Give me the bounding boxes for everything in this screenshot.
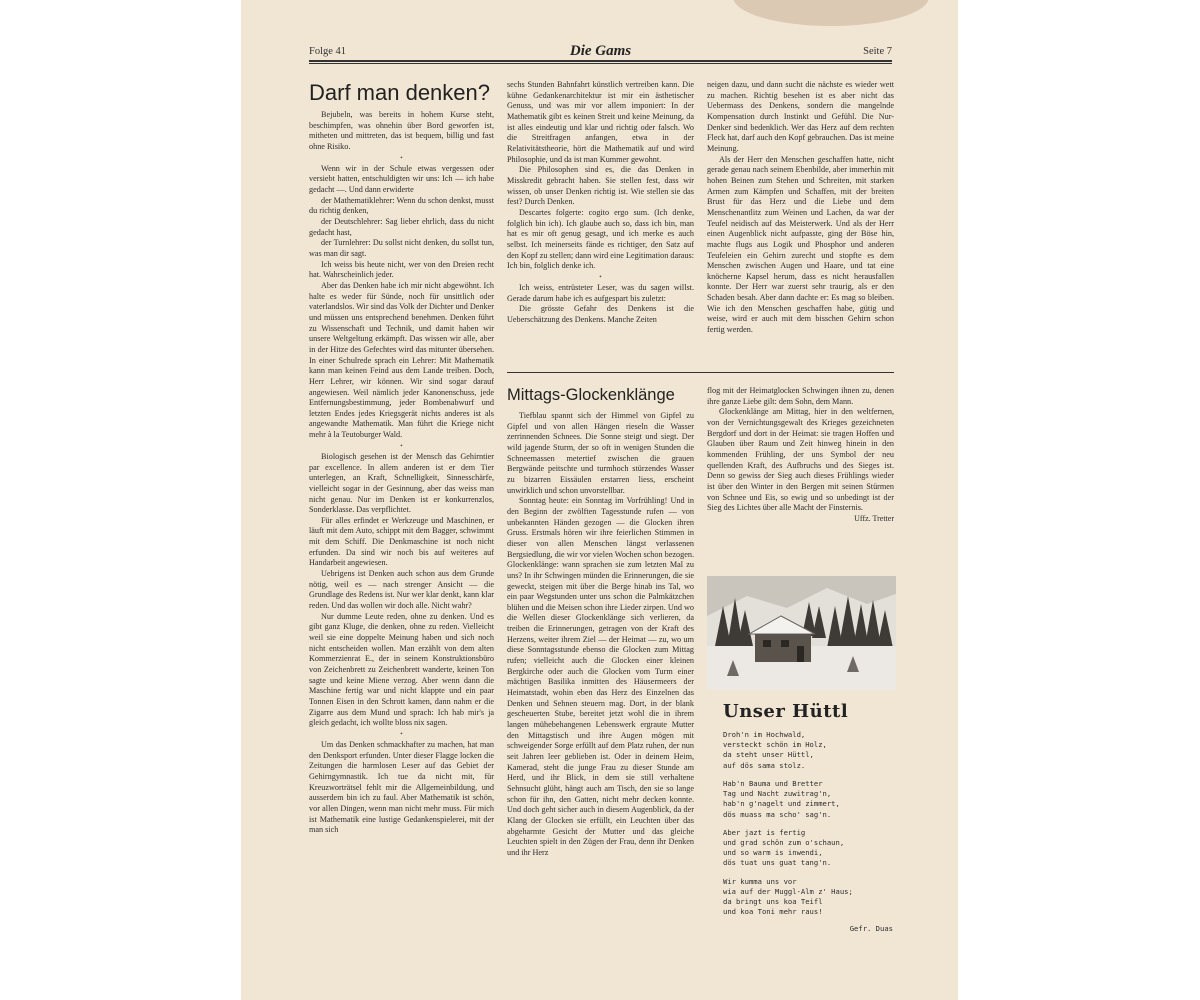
poem-line: Tag und Nacht zuwitrag'n, bbox=[723, 789, 832, 799]
paragraph: der Turnlehrer: Du sollst nicht denken, du sollst tun, was man dir sagt. bbox=[309, 238, 494, 258]
page-header bbox=[309, 43, 892, 60]
poem-line: hab'n g'nagelt und zimmert, bbox=[723, 799, 840, 809]
poem-line: und grad schön zum o'schaun, bbox=[723, 837, 845, 847]
paragraph: Sonntag heute: ein Sonntag im Vorfrühling! Und in den Beginn der zwölften Tagesstunde rufen — von unbekannten Händen gezogen — die Glocken ihren Gruss. Erstmals hören wir ihre feierlichen Stimmen in dieser von allen Menschen längst verlassenen Bergsiedlung, die wir vor vielen Wochen schon bezogen. Glockenklänge: wann sprachen sie zum letzten Mal zu uns? In ihr Schwingen münden die Erinnerungen, die sie geweckt, steigen mit über die Berge hinab ins Tal, wo ein paar Wegstunden unter uns schon die Palmkätzchen blühen und die Meisen schon ihre Lieder zirpen. Und wo die Wellen dieser Glockenklänge sich verlieren, da treiben die Erinnerungen, getragen von der Kraft des Herzens, weiter ihrem Ziel — der Heimat — zu, wo um diese Sonntagsstunde ebenso die Glocken zum Mittag rufen; vielleicht auch die Glocken einer kleinen Bergkirche oder auch die Glocken vom Turm einer mächtigen Basilika inmitten des Häusermeers der Heimatstadt, wohin eben das Herz des Einzelnen das Denken und Sehnen steuern mag. Dort, in der blank gescheuerten Stube, bereitet jetzt wohl die in ihrem langen mühebehangenen Lebenswerk ergraute Mutter den Mittagstisch und ihre Augen mögen mit schweigender Sorge erfüllt auf dem Platz ruhen, der nun seit Jahren leer geblieben ist. Oder in deinem Heim, Kamerad, steht die junge Frau zu dieser Stunde am Herd, und ihr Blick, in dem sie still verhaltene Sehnsucht glüht, hängt auch am Tisch, den sie so lange schon für ihn, den Gatten, nicht mehr decken konnte. Und doch geht sicher auch in diesem Augenblick, da der Klang der Glocken sie erfüllt, ein Leuchten über das abgeharmte Gesicht der Mutter und das gleiche Leuchten spielt in den Zügen der Frau, denn ihr Denken und ihr Herz bbox=[507, 496, 694, 857]
poem-stanza bbox=[723, 730, 893, 771]
page-number: Seite 7 bbox=[863, 46, 892, 57]
poem-body bbox=[723, 730, 893, 934]
paragraph: Als der Herr den Menschen geschaffen hatte, nicht gerade genau nach seinem Ebenbilde, aber immerhin mit hohen Beinen zum Stehen und Schreiten, mit starken Armen zum Kämpfen und Schaffen, mit der breiten Brust für das Herz und die Liebe und dem Menschenantlitz zum Weinen und Lachen, da war der Teufel neidisch auf das Meisterwerk. Und als der Herr einen Augenblick nicht aufpasste, ging der Böse hin, machte flugs aus Logik und Phosphor und anderen Teufeleien ein Gehirn zurecht und stopfte es dem Menschen zwischen Augen und Haare, und tat eine knöcherne Kapsel herum, dass es nicht herausfallen konnte. Der Herr war zuerst sehr traurig, als er den Schaden besah. Aber dann dachte er: Es mag so bleiben. Wie ich den Menschen geschaffen habe, gütig und weise, wird er auch mit dem bisschen Gehirn schon fertig werden. bbox=[707, 154, 894, 335]
poem-line: Droh'n im Hochwald, bbox=[723, 730, 806, 739]
article2-column-3 bbox=[707, 386, 894, 552]
paragraph: Die grösste Gefahr des Denkens ist die Ueberschätzung des Denkens. Manche Zeiten bbox=[507, 304, 694, 324]
poem-line: Wir kumma uns vor bbox=[723, 876, 797, 886]
poem-stanza bbox=[723, 779, 893, 820]
paragraph: der Mathematiklehrer: Wenn du schon denkst, musst du richtig denken, bbox=[309, 195, 494, 216]
paragraph: flog mit der Heimatglocken Schwingen ihnen zu, denen ihre ganze Liebe gilt: dem Sohn, dem Mann. bbox=[707, 386, 894, 406]
paragraph: Ich weiss bis heute nicht, wer von den Dreien recht hat. Wahrscheinlich jeder. bbox=[309, 259, 494, 280]
poem-line: wia auf der Muggl-Alm z' Haus; bbox=[723, 886, 853, 896]
paragraph: Um das Denken schmackhafter zu machen, hat man den Denksport erfunden. Unter dieser Flagge locken die Zeitungen die harmlosen Leser auf das Gebiet der Gehirngymnastik. Ich tue da nicht mit, für Kreuzworträtsel fehlt mir die Allgemeinbildung, und ausserdem bin ich zu faul. Aber Mathematik ist schön, vor allen Dingen, wenn man nicht mehr muss. Für mich ist Mathematik eine lustige Gedankenspielerei, mit der man sich bbox=[309, 740, 494, 835]
poem-line: dös muass ma scho' sag'n. bbox=[723, 809, 832, 819]
paragraph: der Deutschlehrer: Sag lieber ehrlich, dass du nicht gedacht hast, bbox=[309, 217, 494, 237]
newspaper-page bbox=[241, 0, 958, 1000]
paragraph: Bejubeln, was bereits in hohem Kurse steht, beschimpfen, was ohnehin über Bord geworfen ist, mitheten und mittreten, das ist bequem, billig und fast ohne Risiko. bbox=[309, 110, 494, 151]
header-rule bbox=[309, 60, 892, 62]
masthead-title: Die Gams bbox=[569, 43, 632, 59]
poem-author: Gefr. Duas bbox=[849, 923, 893, 933]
poem-line: dös tuat uns guat tang'n. bbox=[723, 858, 832, 868]
poem-line: Aber jazt is fertig bbox=[723, 827, 806, 837]
article-title-darf-man-denken: Darf man denken? bbox=[309, 80, 490, 105]
poem-line: versteckt schön im Holz, bbox=[723, 740, 827, 750]
article1-column-1 bbox=[309, 110, 494, 952]
poem-line: und so warm is inwendi, bbox=[723, 848, 823, 858]
article1-column-2 bbox=[507, 80, 694, 366]
poem-line: auf dös sama stolz. bbox=[723, 760, 806, 770]
section-divider bbox=[507, 372, 894, 373]
poem-line: da bringt uns koa Teifl bbox=[723, 897, 823, 907]
paper-stain bbox=[733, 0, 929, 26]
snowy-hut-illustration bbox=[707, 576, 896, 690]
poem-title: Unser Hüttl bbox=[723, 701, 849, 722]
paragraph: Nur dumme Leute reden, ohne zu denken. Und es gibt ganz Kluge, die denken, ohne zu reden. Vielleicht weil sie eine doppelte Meinung haben und sich noch nicht entscheiden wollen. Man erzählt von dem alten Kommerzienrat E., der in seinem Konstruktionsbüro von Zeichenbrett zu Zeichenbrett wanderte, keinen Ton sagte und keine Miene verzog. Aber wenn dann die Maschine fertig war und nicht klappte und ein paar Tonnen Eisen in den Schrott kamen, dann nahm er die Zigarre aus dem Mund und sprach: Ich hab mir's ja gleich gedacht, ich wollte bloss nix sagen. bbox=[309, 611, 494, 728]
paragraph: Biologisch gesehen ist der Mensch das Gehirntier par excellence. In allem anderen ist er dem Tier unterlegen, an Kraft, Schnelligkeit, Sinnesschärfe, vielleicht sogar in der Gesinnung, aber das weiss man nicht genau. Nur im Denken ist er konkurrenzlos, Sonderklasse. Das verpflichtet. bbox=[309, 451, 494, 515]
article-title-mittags-glockenklaenge: Mittags-Glockenklänge bbox=[507, 386, 675, 404]
poem-line: Hab'n Bauma und Bretter bbox=[723, 778, 823, 788]
paragraph: Glockenklänge am Mittag, hier in den weltfernen, von der Vernichtungsgewalt des Krieges gezeichneten Bergdorf und dort in der Heimat: sie tragen Hoffen und Glauben über Raum und Zeit hinweg hinein in den kommenden Frühling, der uns Symbol der neu quellenden Kraft, des Aufbruchs und des Sieges ist. Denn so gewiss der Sieg auch dieses Frühlings wieder ist über den Winter in den Bergen mit seinen Stürmen von Schnee und Eis, so ewig und so unbedingt ist der Sieg des Lichtes über alle Macht der Finsternis. bbox=[707, 407, 894, 513]
paragraph: Die Philosophen sind es, die das Denken in Misskredit gebracht haben. Sie stellen fest, dass wir wissen, ob unser Denken richtig ist. Wie stellen sie das fest? Durch Denken. bbox=[507, 165, 694, 207]
poem-line: da steht unser Hüttl, bbox=[723, 750, 814, 760]
article1-column-3 bbox=[707, 80, 894, 366]
separator-star: • bbox=[400, 153, 403, 162]
poem-stanza bbox=[723, 877, 893, 918]
separator-star: • bbox=[400, 729, 403, 738]
poem-line: und koa Toni mehr raus! bbox=[723, 907, 823, 917]
paragraph: sechs Stunden Bahnfahrt künstlich vertreiben kann. Die kühne Gedankenarchitektur ist mir ein ästhetischer Genuss, und was mir vor allem imponiert: In der Mathematik gibt es keinen Streit und keine Meinung, da ist alles eindeutig und klar und richtig oder falsch. Wo die Streitfragen anfangen, etwa in der Relativitätstheorie, hört die Mathematik auf und wird Philosophie, und da ist man Kummer gewohnt. bbox=[507, 80, 694, 164]
poem-stanza bbox=[723, 828, 893, 869]
header-rule-thin bbox=[309, 63, 892, 64]
issue-number: Folge 41 bbox=[309, 46, 347, 57]
article-signature: Uffz. Tretter bbox=[854, 513, 894, 523]
paragraph: Für alles erfindet er Werkzeuge und Maschinen, er läuft mit dem Auto, schippt mit dem Bagger, schwimmt mit dem Schiff. Die Denkmaschine ist noch nicht erfunden. Da sind wir noch bis auf weiteres auf Handarbeit angewiesen. bbox=[309, 515, 494, 568]
paragraph: Uebrigens ist Denken auch schon aus dem Grunde nötig, weil es — nach strenger Ansicht — die Grundlage des Redens ist. Nur wer klar denkt, kann klar reden. Und das wollen wir doch alle. Nicht wahr? bbox=[309, 569, 494, 611]
snowy-hut-photo bbox=[707, 576, 896, 690]
paragraph: Aber das Denken habe ich mir nicht abgewöhnt. Ich halte es weder für Sünde, noch für unsittlich oder vaterlandslos. Wir sind das Volk der Dichter und Denker und müssen uns entsprechend benehmen. Denken führt zu Wissenschaft und Technik, und damit haben wir unsere Weltgeltung erkämpft. Das wissen wir alle, aber in der Hitze des Gefechtes wird das mitunter übersehen. In einer Schulrede sprach ein Lehrer: Mit Mathematik kann man keinen Feind aus dem Lande treiben. Doch, Herr Lehrer, wir können. Wir sind sogar darauf angewiesen. Weil nämlich jeder Kanonenschuss, jede Entfernungsbestimmung, jeder Bombenabwurf und letzten Endes jedes Kriegsgerät nichts anderes ist als angewandte Mathematik. Man führt die Kriege nicht mehr à la Teutoburger Wald. bbox=[309, 280, 494, 440]
paragraph: Tiefblau spannt sich der Himmel von Gipfel zu Gipfel und von allen Hängen rieseln die Wasser zerrinnenden Schnees. Die Sonne steigt und siegt. Der wild jagende Sturm, der so oft in wenigen Stunden die Schneemassen metertief zwischen die grauen Bergwände peitschte und turmhoch stürzendes Wasser zu bizarren Eissäulen erstarren liess, erscheint unwirklich und schon unvorstellbar. bbox=[507, 411, 694, 495]
article2-column-2 bbox=[507, 411, 694, 952]
paragraph: Ich weiss, entrüsteter Leser, was du sagen willst. Gerade darum habe ich es aufgespart bis zuletzt: bbox=[507, 282, 694, 303]
paragraph: Wenn wir in der Schule etwas vergessen oder versiebt hatten, entschuldigten wir uns: Ich — ich habe gedacht —. Und dann erwiderte bbox=[309, 163, 494, 195]
separator-star: • bbox=[400, 441, 403, 450]
paragraph: Descartes folgerte: cogito ergo sum. (Ich denke, folglich bin ich). Ich glaube auch so, dass ich bin, man hat es mir oft genug gesagt, und ich merke es auch selbst. Ich meinerseits fände es richtiger, den Satz auf den Kopf zu stellen; dann wird eine Legitimation daraus: Ich bin, folglich denke ich. bbox=[507, 207, 694, 271]
separator-star: • bbox=[599, 272, 602, 281]
paragraph: neigen dazu, und dann sucht die nächste es wieder wett zu machen. Richtig besehen ist es aber nicht das Uebermass des Denkens, sondern die mangelnde Kompensation durch Instinkt und Gefühl. Die Nur-Denker sind bedenklich. Wer das Herz auf dem rechten Fleck hat, darf auch den Kopf gebrauchen. Das ist meine Meinung. bbox=[707, 80, 894, 153]
